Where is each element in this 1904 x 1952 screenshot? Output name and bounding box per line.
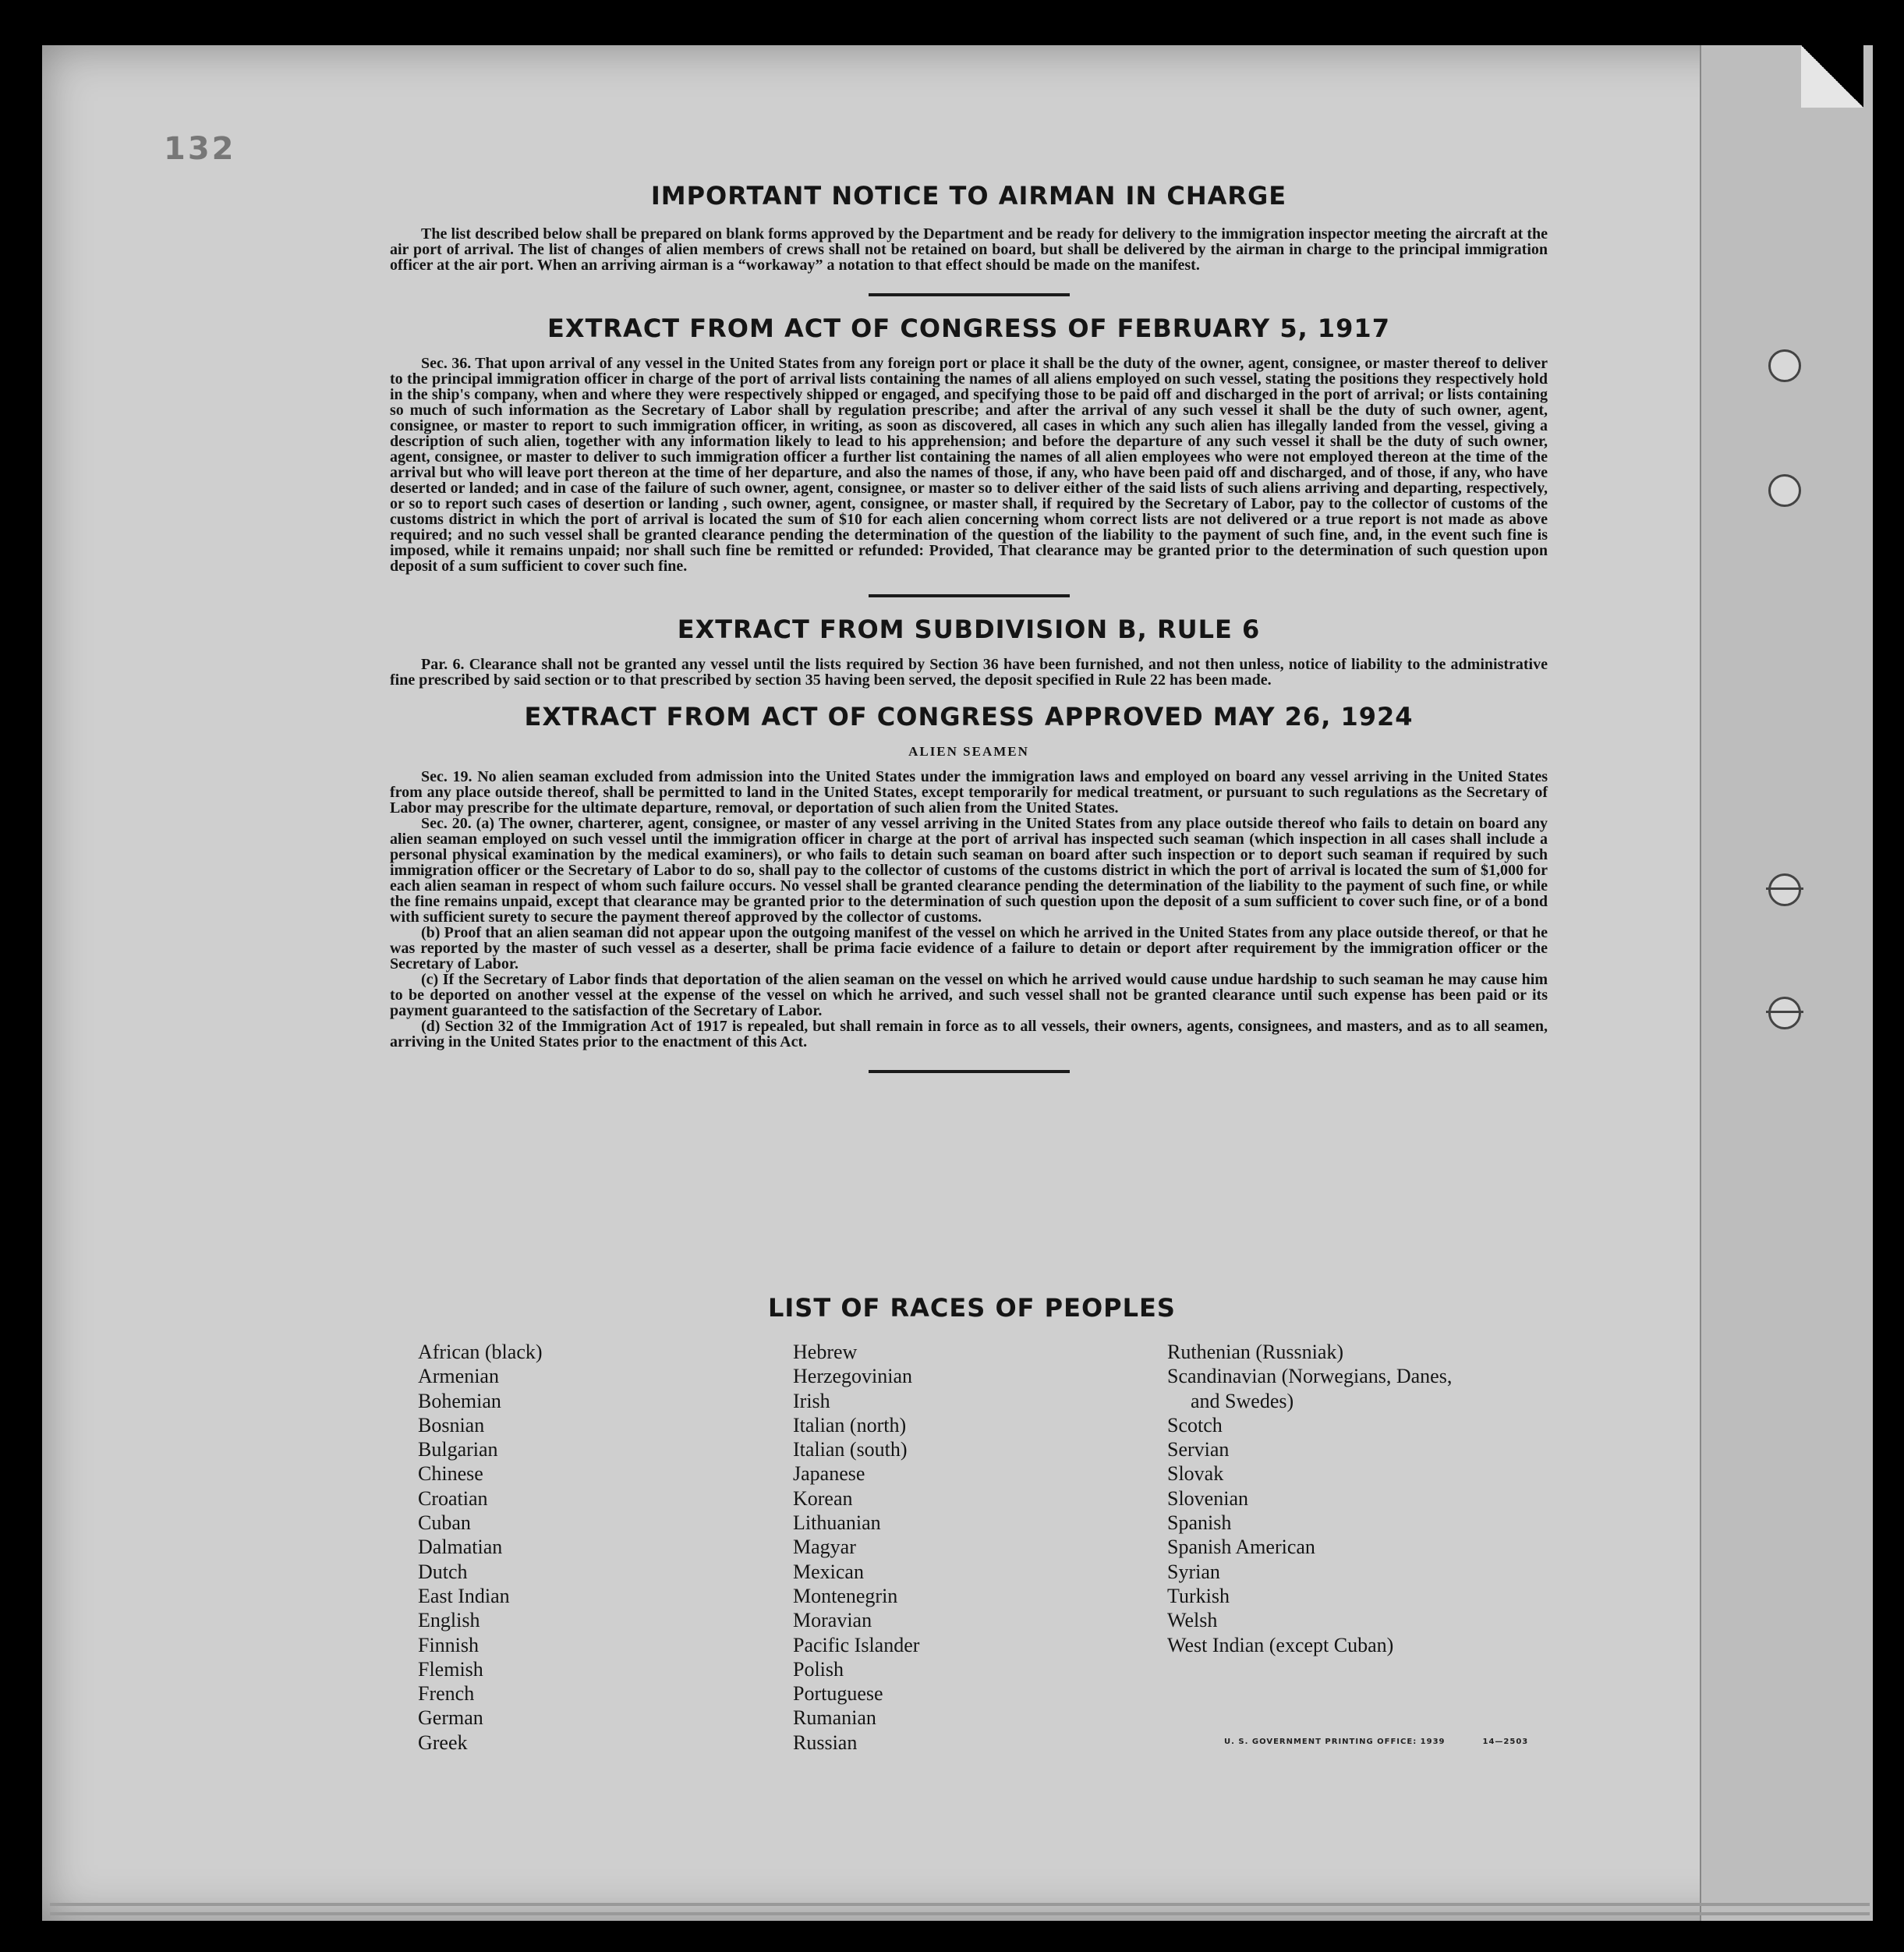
- punch-hole-icon: [1768, 474, 1801, 507]
- act-1917-text: Sec. 36. That upon arrival of any vessel in the United States from any foreign port or place it shall be the duty of the owner, agent, consignee, or master thereof to deliver to the principal immigration officer in charge of the port of arrival lists containing the names of all aliens employed on such vessel, stating the positions they respectively hold in the ship's company, when and where they were respectively shipped or engaged, and specifying those to be paid off and discharged in the port of arrival; or lists containing so much of such information as the Secretary of Labor shall by regulation prescribe; and after the arrival of any such vessel it shall be the duty of such owner, agent, consignee, or master to report to such immigration officer, in writing, as soon as discovered, all cases in which any such alien has illegally landed from the vessel, giving a description of such alien, together with any information likely to lead to his apprehension; and before the departure of any such vessel it shall be the duty of such owner, agent, consignee, or master to deliver to such immigration officer a further list containing the names of all alien employees who were not employed thereon at the time of the arrival but who will leave port thereon at the time of her departure, and also the names of those, if any, who have been paid off and discharged, and of those, if any, who have deserted or landed; and in case of the failure of such owner, agent, consignee, or master so to deliver either of the said lists of such aliens arriving and departing, respectively, or so to report such cases of desertion or landing , such owner, agent, consignee, or master shall, if required by the Secretary of Labor, pay to the collector of customs of the customs district in which the port of arrival is located the sum of $10 for each alien concerning whom correct lists are not delivered or a true report is not made as above required; and no such vessel shall be granted clearance pending the determination of the question of the liability to the payment of such fine, and, in the event such fine is imposed, while it remains unpaid; nor shall such fine be remitted or refunded: Provided, That clearance may be granted prior to the determination of such question upon deposit of a sum sufficient to cover such fine.: [390, 355, 1548, 575]
- race-item: English: [418, 1609, 480, 1632]
- race-item: Herzegovinian: [793, 1365, 913, 1388]
- race-item: East Indian: [418, 1584, 510, 1607]
- notice-content: [390, 181, 1548, 1090]
- race-item: Finnish: [418, 1633, 480, 1656]
- printer-imprint: [1224, 1738, 1528, 1746]
- rule6-text: Par. 6. Clearance shall not be granted any vessel until the lists required by Section 36 have been furnished, and not then unless, notice of liability to the administrative fine prescribed by said section or to that prescribed by section 35 having been served, the deposit specified in Rule 22 has been made.: [390, 656, 1548, 689]
- race-item: Scotch: [1167, 1413, 1223, 1437]
- printer-office: U. S. GOVERNMENT PRINTING OFFICE: 1939: [1224, 1738, 1446, 1746]
- race-item: Portuguese: [793, 1682, 883, 1706]
- form-code: 14—2503: [1482, 1738, 1529, 1746]
- race-item: Dutch: [418, 1560, 468, 1583]
- race-item: Italian (south): [793, 1438, 908, 1461]
- bottom-edge: [50, 1903, 1870, 1906]
- race-item: Turkish: [1167, 1584, 1230, 1607]
- race-item: Magyar: [793, 1536, 856, 1559]
- race-item: and Swedes): [1191, 1389, 1294, 1412]
- race-item: Servian: [1167, 1438, 1230, 1461]
- race-item: Russian: [793, 1731, 858, 1754]
- bottom-edge-2: [50, 1912, 1870, 1915]
- race-item: Greek: [418, 1731, 468, 1754]
- sec20a-text: Sec. 20. (a) The owner, charterer, agent, consignee, or master of any vessel arriving in the United States from any place outside thereof who fails to detain on board any alien seaman employed on such vessel until the immigration officer in charge at the port of arrival has inspected such seaman (which inspection in all cases shall include a personal physical examination by the medical examiners), or who fails to detain such seaman on board after such inspection or to deport such seaman if required by such immigration officer or the Secretary of Labor to do so, shall pay to the collector of customs of the customs district in which the port of arrival is located the sum of $1,000 for each alien seaman in respect of whom such failure occurs. No vessel shall be granted clearance pending the determination of the liability to the payment of such fine, or while the fine remains unpaid, except that clearance may be granted prior to the determination of such question upon the deposit of a sum sufficient to cover such fine, or of a bond with sufficient surety to secure the payment thereof approved by the collector of customs.: [390, 815, 1548, 926]
- act-1924-title: EXTRACT FROM ACT OF CONGRESS APPROVED MAY 26, 1924: [524, 702, 1414, 732]
- notice-text: The list described below shall be prepared on blank forms approved by the Department and be ready for delivery to the immigration inspector meeting the aircraft at the air port of arrival. The list of changes of alien members of crews shall not be retained on board, but shall be delivered by the airman in charge to the principal immigration officer at the air port. When an arriving airman is a “workaway” a notation to that effect should be made on the manifest.: [390, 225, 1548, 274]
- races-column-1: [418, 1340, 543, 1755]
- race-item: German: [418, 1706, 483, 1730]
- act-1924-subtitle: ALIEN SEAMEN: [908, 744, 1029, 759]
- race-item: Korean: [793, 1486, 853, 1510]
- race-item: Bohemian: [418, 1389, 501, 1412]
- race-item: Irish: [793, 1389, 830, 1412]
- sec20d-text: (d) Section 32 of the Immigration Act of 1917 is repealed, but shall remain in force as to all vessels, their owners, agents, consignees, and masters, and as to all seamen, arriving in the United States prior to the enactment of this Act.: [390, 1018, 1548, 1050]
- races-title: LIST OF RACES OF PEOPLES: [768, 1293, 1176, 1323]
- race-item: Bosnian: [418, 1413, 485, 1437]
- act-1917-title: EXTRACT FROM ACT OF CONGRESS OF FEBRUARY 5, 1917: [547, 314, 1390, 343]
- race-item: Hebrew: [793, 1341, 858, 1363]
- underlying-sheet-edge: [1700, 45, 1873, 1921]
- races-column-2: [793, 1340, 919, 1755]
- race-item: Bulgarian: [418, 1438, 498, 1461]
- sec19-text: Sec. 19. No alien seaman excluded from admission into the United States under the immigration laws and employed on board any vessel arriving in the United States from any place outside thereof, shall be permitted to land in the United States, except temporarily for medical treatment, or pursuant to such regulations as the Secretary of Labor may prescribe for the ultimate departure, removal, or deportation of such alien from the United States.: [390, 768, 1548, 817]
- race-item: Polish: [793, 1657, 844, 1681]
- race-item: Italian (north): [793, 1413, 907, 1437]
- race-item: Montenegrin: [793, 1584, 898, 1607]
- sec20b-text: (b) Proof that an alien seaman did not appear upon the outgoing manifest of the vessel on which he arrived in the United States from any place outside thereof, or that he was reported by the master of such vessel as a deserter, shall be prima facie evidence of a failure to detain or deport after requirement by the immigration officer or the Secretary of Labor.: [390, 924, 1548, 972]
- punch-hole-icon: [1768, 873, 1801, 906]
- notice-title: IMPORTANT NOTICE TO AIRMAN IN CHARGE: [650, 181, 1287, 211]
- race-item: Scandinavian (Norwegians, Danes,: [1167, 1365, 1453, 1388]
- sec20c-text: (c) If the Secretary of Labor finds that deportation of the alien seaman on the vessel on which he arrived would cause undue hardship to such seaman he may cause him to be deported on another vessel at the expense of the vessel on which he arrived, and such vessel shall not be granted clearance until such expense has been paid or its payment guaranteed to the satisfaction of the Secretary of Labor.: [390, 971, 1548, 1019]
- race-item: Flemish: [418, 1657, 483, 1681]
- race-item: Pacific Islander: [793, 1633, 920, 1656]
- race-item: Cuban: [418, 1511, 471, 1535]
- race-item: Moravian: [793, 1609, 872, 1632]
- race-item: Lithuanian: [793, 1511, 881, 1535]
- race-item: Armenian: [418, 1365, 499, 1388]
- punch-hole-icon: [1768, 997, 1801, 1029]
- punch-hole-icon: [1768, 349, 1801, 382]
- race-item: Croatian: [418, 1486, 488, 1510]
- race-item: Dalmatian: [418, 1536, 503, 1559]
- page-number: 132: [164, 131, 236, 167]
- race-item: Spanish American: [1167, 1536, 1315, 1559]
- divider: [869, 594, 1070, 597]
- race-item: Syrian: [1167, 1560, 1220, 1583]
- race-item: Rumanian: [793, 1706, 876, 1730]
- race-item: Chinese: [418, 1462, 483, 1486]
- corner-fold: [1801, 45, 1863, 108]
- divider: [869, 1070, 1070, 1073]
- race-item: Japanese: [793, 1462, 865, 1486]
- race-item: Slovak: [1167, 1462, 1224, 1486]
- race-item: Slovenian: [1167, 1486, 1248, 1510]
- races-column-3: [1167, 1340, 1452, 1657]
- race-item: Ruthenian (Russniak): [1167, 1341, 1344, 1363]
- divider: [869, 293, 1070, 296]
- rule6-title: EXTRACT FROM SUBDIVISION B, RULE 6: [677, 615, 1261, 644]
- race-item: Welsh: [1167, 1609, 1218, 1632]
- race-item: Spanish: [1167, 1511, 1232, 1535]
- race-item: West Indian (except Cuban): [1167, 1633, 1394, 1656]
- race-item: French: [418, 1682, 475, 1706]
- race-item: Mexican: [793, 1560, 864, 1583]
- race-item: African (black): [418, 1341, 543, 1363]
